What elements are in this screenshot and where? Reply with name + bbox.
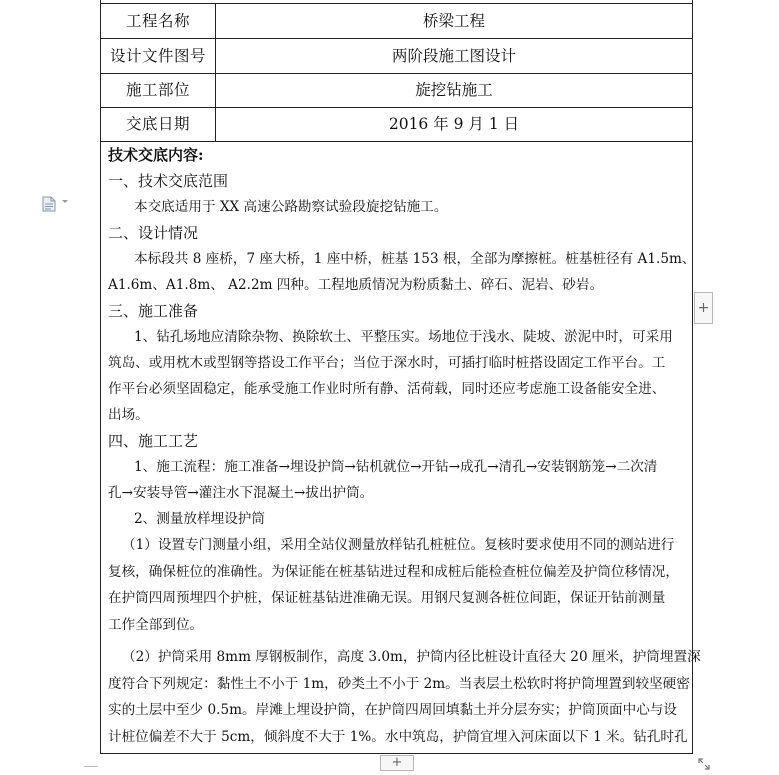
paragraph-casing: [108, 644, 701, 750]
text-line: A1.6m、A1.8m、 A2.2m 四种。工程地质情况为粉质黏土、碎石、泥岩、砂岩。: [108, 277, 604, 293]
page-corner-mark: [84, 766, 98, 767]
section-title-scope: 一、技术交底范围: [108, 172, 229, 190]
text-line: （1）设置专门测量小组，采用全站仪测量放样钻孔桩桩位。复核时要求使用不同的测站进行: [122, 537, 675, 553]
table-row-project-name: [101, 4, 692, 39]
row-label: 交底日期: [101, 107, 216, 141]
text-line: 实的土层中至少 0.5m。岸滩上埋设护筒，在护筒四周回填黏土并分层夯实；护筒顶面中心与设: [108, 702, 677, 718]
row-value: 旋挖钻施工: [415, 81, 493, 99]
text-line: 作平台必须坚固稳定，能承受施工作业时所有静、活荷载，同时还应考虑施工设备能安全进、: [108, 381, 666, 397]
text-line: 复核，确保桩位的准确性。为保证能在桩基钻进过程和成桩后能检查桩位偏差及护筒位移情况，: [108, 563, 679, 580]
table-row-design-drawing: [101, 39, 692, 74]
resize-icon[interactable]: [697, 756, 711, 770]
table-row-construction-part: [101, 73, 692, 108]
section-title-preparation: 三、施工准备: [108, 302, 199, 320]
row-value: 2016 年 9 月 1 日: [388, 115, 520, 133]
text-line: 计桩位偏差不大于 5cm，倾斜度不大于 1%。水中筑岛，护筒宜埋入河床面以下 1 米。钻孔时孔: [108, 728, 688, 745]
row-label: 设计文件图号: [101, 39, 216, 73]
document-page: [100, 0, 701, 754]
section-title-process: 四、施工工艺: [108, 432, 199, 450]
text-line: 孔→安装导管→灌注水下混凝土→拔出护筒。: [108, 485, 374, 501]
text-line: 本交底适用于 XX 高速公路勘察试验段旋挖钻施工。: [134, 199, 448, 215]
text-line: 度符合下列规定：黏性土不小于 1m，砂类土不小于 2m。当表层土松软时将护筒埋置到较坚硬密: [108, 675, 690, 692]
text-line: 在护筒四周预埋四个护桩，保证桩基钻进准确无误。用钢尺复测各桩位间距，保证开钻前测量: [108, 590, 666, 606]
table-row-handover-date: [101, 107, 692, 142]
text-line: 出场。: [108, 407, 149, 423]
section-title-design: 二、设计情况: [108, 224, 199, 242]
text-line: 工作全部到位。: [108, 616, 204, 633]
text-line: 1、施工流程：施工准备→埋设护筒→钻机就位→开钻→成孔→清孔→安装钢筋笼→二次清: [134, 459, 658, 475]
text-line: （2）护筒采用 8mm 厚钢板制作，高度 3.0m，护筒内径比桩设计直径大 20 厘米，护筒埋置深: [122, 649, 701, 665]
disclosure-content: [108, 142, 701, 750]
text-line: 2、测量放样埋设护筒: [134, 511, 265, 527]
text-line: 筑岛、或用枕木或型钢等搭设工作平台；当位于深水时，可插打临时桩搭设固定工作平台。工: [108, 355, 666, 371]
text-line: 本标段共 8 座桥，7 座大桥，1 座中桥，桩基 153 根，全部为摩擦桩。桩基桩径有 A1.5m、: [134, 251, 696, 267]
row-label: 施工部位: [101, 73, 216, 107]
row-value: 两阶段施工图设计: [391, 47, 516, 65]
add-column-button[interactable]: +: [694, 292, 713, 324]
row-label: 工程名称: [101, 4, 216, 38]
paragraph-survey: [108, 532, 684, 638]
row-value: 桥梁工程: [422, 12, 485, 30]
document-icon[interactable]: [42, 196, 56, 216]
text-line: 1、钻孔场地应清除杂物、换除软土、平整压实。场地位于浅水、陡坡、淤泥中时，可采用: [134, 329, 673, 345]
add-row-button[interactable]: +: [380, 755, 414, 771]
content-heading: 技术交底内容:: [108, 146, 204, 164]
chevron-down-icon[interactable]: [62, 200, 68, 203]
